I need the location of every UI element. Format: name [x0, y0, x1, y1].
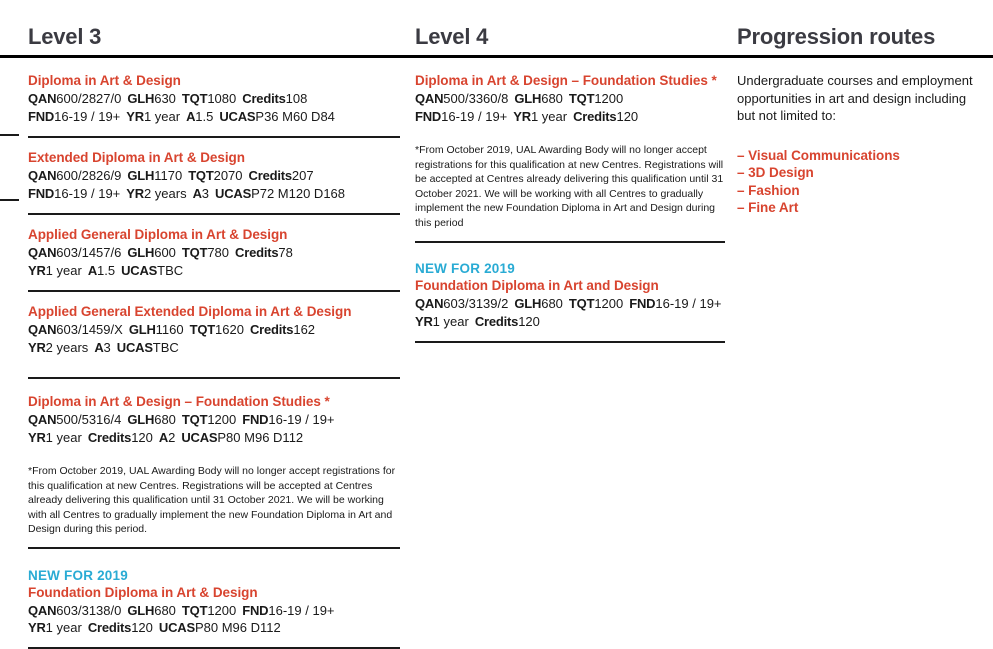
qualification-entry	[28, 226, 400, 279]
spec-line	[28, 90, 400, 108]
spec-key: A	[186, 108, 196, 124]
spec-line	[415, 108, 725, 126]
qualification-title: Diploma in Art & Design – Foundation Studies *	[28, 394, 330, 409]
new-for-badge: NEW FOR 2019	[415, 261, 515, 276]
spec-line	[28, 602, 400, 620]
spec-value: 500/3360/8	[443, 91, 509, 106]
spec-key: FND	[629, 296, 656, 311]
spec-key: Credits	[242, 91, 286, 106]
spec-key: GLH	[514, 296, 542, 311]
spec-value: 680	[541, 91, 563, 106]
spec-value: 1080	[207, 91, 237, 106]
spec-key: QAN	[28, 91, 57, 106]
spec-key: UCAS	[181, 429, 218, 445]
spec-key: Credits	[87, 620, 132, 635]
column-level4	[415, 72, 725, 343]
footnote: *From October 2019, UAL Awarding Body will no longer accept registrations for this qualification at new Centres. Registrations will be accepted at Centres already delivering this qualification until 31 October 2021. We will be working with all Centres to gradually implement the new Foundation Diploma in Art and Design during this period.	[28, 465, 396, 535]
spec-value: 162	[293, 322, 316, 337]
spec-key: TQT	[181, 412, 208, 427]
spec-key: TQT	[188, 168, 214, 183]
spec-key: A	[87, 262, 98, 278]
spec-value: 603/1459/X	[56, 322, 123, 337]
spec-value: TBC	[152, 339, 179, 355]
footnote: *From October 2019, UAL Awarding Body will no longer accept registrations for this qualification at new Centres. Registrations will be accepted at Centres already delivering this qualification until 31 October 2021. We will be working with all Centres to gradually implement the new Foundation Diploma in Art and Design during this period	[415, 144, 724, 229]
spec-key: QAN	[415, 91, 444, 106]
gutter-mark-1	[0, 134, 19, 136]
column-level3	[28, 72, 400, 649]
progression-route-item: – Visual Communications	[737, 147, 900, 163]
spec-key: GLH	[127, 245, 155, 260]
spec-value: 603/1457/6	[56, 245, 122, 260]
spec-value: 3	[201, 185, 210, 201]
spec-value: 16-19 / 19+	[268, 602, 335, 618]
qualification-entry	[28, 72, 400, 125]
spec-key: Credits	[474, 313, 519, 329]
spec-line	[415, 295, 725, 313]
spec-value: 603/3138/0	[56, 602, 122, 618]
spec-key: TQT	[181, 602, 208, 618]
spec-key: YR	[28, 620, 46, 635]
spec-value: 680	[541, 296, 563, 311]
spec-value: 1 year	[143, 108, 181, 124]
spec-value: 207	[291, 168, 314, 183]
spec-key: GLH	[128, 322, 156, 337]
spec-line	[28, 411, 400, 429]
progression-route-item: – Fine Art	[737, 200, 799, 215]
spec-value: 1 year	[432, 313, 469, 329]
spec-value: 2 years	[143, 185, 187, 201]
spec-value: 1160	[155, 322, 184, 337]
entry-divider	[28, 377, 400, 379]
qualification-entry	[415, 72, 725, 125]
progression-intro: Undergraduate courses and employment opportunities in art and design including but not limited to:	[737, 73, 973, 123]
gutter-mark-2	[0, 199, 19, 201]
entry-divider	[415, 341, 725, 343]
spec-key: Credits	[87, 429, 132, 445]
entry-divider	[28, 547, 400, 549]
spec-value: 2	[168, 429, 176, 445]
spec-key: QAN	[28, 602, 57, 618]
spec-key: YR	[28, 262, 46, 278]
spec-key: QAN	[28, 245, 57, 260]
spec-value: 16-19 / 19+	[54, 108, 121, 124]
spec-key: FND	[242, 412, 269, 427]
spec-value: 16-19 / 19+	[441, 108, 508, 124]
spec-key: A	[158, 429, 169, 445]
column-header-progression-routes: Progression routes	[737, 24, 936, 49]
spec-key: YR	[513, 108, 531, 124]
spec-value: P80 M96 D112	[194, 620, 281, 635]
spec-key: GLH	[514, 91, 542, 106]
spec-key: TQT	[189, 322, 216, 337]
entry-divider	[28, 213, 400, 215]
spec-value: 600/2827/0	[56, 91, 122, 106]
qualification-title: Applied General Diploma in Art & Design	[28, 227, 288, 242]
spec-value: 600	[154, 245, 176, 260]
progression-route-item: – Fashion	[737, 182, 800, 198]
spec-key: YR	[28, 429, 46, 445]
spec-value: 1 year	[45, 429, 82, 445]
spec-value: 1.5	[195, 108, 214, 124]
spec-key: TQT	[568, 91, 595, 106]
spec-value: 120	[131, 620, 153, 635]
spec-value: 120	[131, 429, 153, 445]
spec-value: 1 year	[45, 620, 82, 635]
spec-value: 680	[154, 602, 176, 618]
spec-key: Credits	[248, 168, 292, 183]
qualification-entry	[28, 393, 400, 446]
spec-key: YR	[126, 185, 144, 201]
spec-key: YR	[28, 339, 46, 355]
qualification-title: Diploma in Art & Design – Foundation Studies *	[415, 73, 717, 88]
spec-key: GLH	[127, 602, 155, 618]
spec-value: 1 year	[530, 108, 568, 124]
column-headers	[0, 0, 993, 56]
spec-line	[415, 313, 725, 331]
spec-line	[28, 185, 400, 203]
spec-value: 78	[278, 245, 293, 260]
qualification-title: Foundation Diploma in Art and Design	[415, 278, 659, 293]
spec-key: FND	[242, 602, 269, 618]
spec-key: UCAS	[116, 339, 153, 355]
spec-value: 120	[518, 313, 540, 329]
header-divider	[0, 55, 993, 58]
spec-key: Credits	[249, 322, 294, 337]
spec-line	[28, 244, 400, 262]
qualification-title: Diploma in Art & Design	[28, 73, 181, 88]
spec-key: QAN	[28, 412, 57, 427]
spec-value: P72 M120 D168	[251, 185, 346, 201]
spec-line	[415, 90, 725, 108]
spec-value: 2070	[213, 168, 243, 183]
spec-key: FND	[415, 108, 442, 124]
entry-divider	[28, 136, 400, 138]
qualification-entry	[28, 567, 400, 637]
qualification-title: Applied General Extended Diploma in Art & Design	[28, 304, 352, 319]
spec-line	[28, 167, 400, 185]
spec-value: 1200	[594, 296, 624, 311]
spec-value: 1200	[207, 602, 237, 618]
spec-value: 1200	[207, 412, 237, 427]
column-header-level3: Level 3	[28, 24, 102, 49]
spec-line	[28, 429, 400, 447]
spec-value: 1200	[594, 91, 624, 106]
spec-value: 680	[154, 412, 176, 427]
spec-value: P80 M96 D112	[217, 429, 304, 445]
spec-key: GLH	[127, 168, 155, 183]
spec-key: UCAS	[219, 108, 256, 124]
spec-key: GLH	[127, 91, 155, 106]
entry-divider	[415, 241, 725, 243]
spec-value: 108	[285, 91, 308, 106]
spec-key: A	[192, 185, 202, 201]
spec-value: 2 years	[45, 339, 89, 355]
spec-value: 630	[154, 91, 176, 106]
spec-key: TQT	[181, 91, 208, 106]
spec-value: 780	[207, 245, 230, 260]
spec-key: Credits	[573, 108, 617, 124]
spec-key: QAN	[28, 322, 57, 337]
spec-key: YR	[126, 108, 144, 124]
spec-key: A	[94, 339, 104, 355]
spec-line	[28, 619, 400, 637]
spec-key: UCAS	[215, 185, 252, 201]
spec-value: 16-19 / 19+	[54, 185, 121, 201]
qualification-title: Extended Diploma in Art & Design	[28, 150, 245, 165]
spec-value: 500/5316/4	[56, 412, 122, 427]
qualification-entry	[28, 149, 400, 202]
column-progression-routes	[737, 72, 977, 217]
progression-route-list	[737, 147, 977, 217]
spec-key: YR	[415, 313, 433, 329]
new-for-badge: NEW FOR 2019	[28, 567, 128, 583]
spec-value: TBC	[157, 262, 184, 278]
spec-key: QAN	[415, 296, 444, 311]
spec-line	[28, 339, 400, 357]
spec-value: 16-19 / 19+	[655, 296, 722, 311]
qualification-entry	[415, 260, 725, 330]
spec-line	[28, 262, 400, 280]
spec-value: 1620	[215, 322, 244, 337]
spec-value: 16-19 / 19+	[268, 412, 335, 427]
entry-divider	[28, 647, 400, 649]
spec-value: 3	[103, 339, 111, 355]
spec-key: FND	[28, 185, 55, 201]
spec-line	[28, 108, 400, 126]
spec-value: 1 year	[45, 262, 82, 278]
spec-key: Credits	[235, 245, 279, 260]
qualification-entry	[28, 303, 400, 356]
spec-line	[28, 321, 400, 339]
spec-key: FND	[28, 108, 55, 124]
spec-key: UCAS	[121, 262, 158, 278]
progression-route-item: – 3D Design	[737, 165, 814, 180]
qualification-title: Foundation Diploma in Art & Design	[28, 584, 258, 600]
spec-value: 603/3139/2	[443, 296, 509, 311]
spec-value: P36 M60 D84	[255, 108, 335, 124]
spec-value: 1170	[154, 168, 183, 183]
column-header-level4: Level 4	[415, 24, 489, 49]
spec-value: 600/2826/9	[56, 168, 122, 183]
spec-key: GLH	[127, 412, 155, 427]
spec-value: 1.5	[97, 262, 116, 278]
spec-key: UCAS	[158, 620, 195, 635]
spec-key: TQT	[568, 296, 595, 311]
spec-value: 120	[616, 108, 639, 124]
entry-divider	[28, 290, 400, 292]
spec-key: QAN	[28, 168, 57, 183]
spec-key: TQT	[181, 245, 208, 260]
